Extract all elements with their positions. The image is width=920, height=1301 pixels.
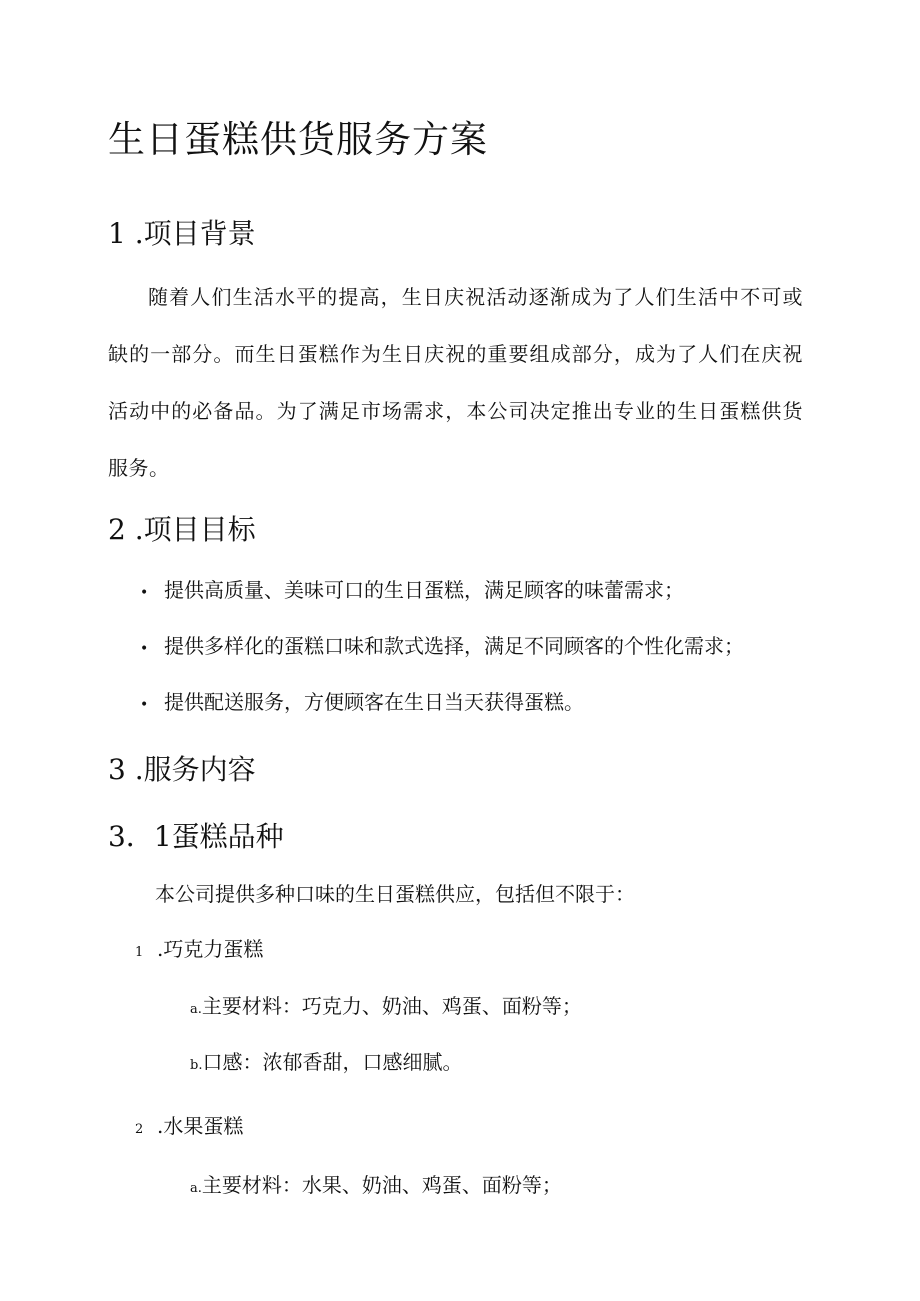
goal-bullet-item xyxy=(140,687,584,720)
goal-bullet-text: 提供配送服务，方便顾客在生日当天获得蛋糕。 xyxy=(164,690,584,714)
section-heading-background: 1 .项目背景 xyxy=(108,217,256,250)
cake-item-name: .水果蛋糕 xyxy=(157,1114,244,1138)
detail-letter: a. xyxy=(190,1181,202,1196)
detail-letter: a. xyxy=(190,1002,202,1017)
section-heading-services: 3 .服务内容 xyxy=(108,753,256,786)
cake-item-detail xyxy=(190,991,582,1025)
detail-text: 口感：浓郁香甜，口感细腻。 xyxy=(202,1050,463,1074)
cake-types-intro: 本公司提供多种口味的生日蛋糕供应，包括但不限于： xyxy=(155,882,635,906)
detail-letter: b. xyxy=(190,1058,203,1073)
document-title: 生日蛋糕供货服务方案 xyxy=(108,118,488,161)
section-heading-goals: 2 .项目目标 xyxy=(108,513,256,546)
cake-item-title xyxy=(135,934,263,968)
goal-bullet-item xyxy=(140,631,744,664)
detail-text: 主要材料：巧克力、奶油、鸡蛋、面粉等； xyxy=(201,994,582,1018)
background-paragraph: 随着人们生活水平的提高，生日庆祝活动逐渐成为了人们生活中不可或缺的一部分。而生日蛋糕作为生日庆祝的重要组成部分，成为了人们在庆祝活动中的必备品。为了满足市场需求，本公司决定推出专业的生日蛋糕供货服务。 xyxy=(108,285,803,480)
goal-bullet-text: 提供高质量、美味可口的生日蛋糕，满足顾客的味蕾需求； xyxy=(164,578,684,602)
bullet-dot-icon: • xyxy=(140,641,149,657)
goal-bullet-text: 提供多样化的蛋糕口味和款式选择，满足不同顾客的个性化需求； xyxy=(164,634,744,658)
cake-item-detail xyxy=(190,1047,462,1081)
cake-item-detail xyxy=(190,1170,562,1204)
goal-bullet-item xyxy=(140,575,684,608)
cake-item-number: 1 xyxy=(135,945,144,960)
cake-item-number: 2 xyxy=(135,1122,144,1137)
bullet-dot-icon: • xyxy=(140,585,149,601)
cake-item-title xyxy=(135,1111,243,1145)
cake-item-name: .巧克力蛋糕 xyxy=(157,937,264,961)
bullet-dot-icon: • xyxy=(140,697,149,713)
detail-text: 主要材料：水果、奶油、鸡蛋、面粉等； xyxy=(201,1173,562,1197)
subsection-heading-cake-types: 3．1蛋糕品种 xyxy=(108,820,284,853)
